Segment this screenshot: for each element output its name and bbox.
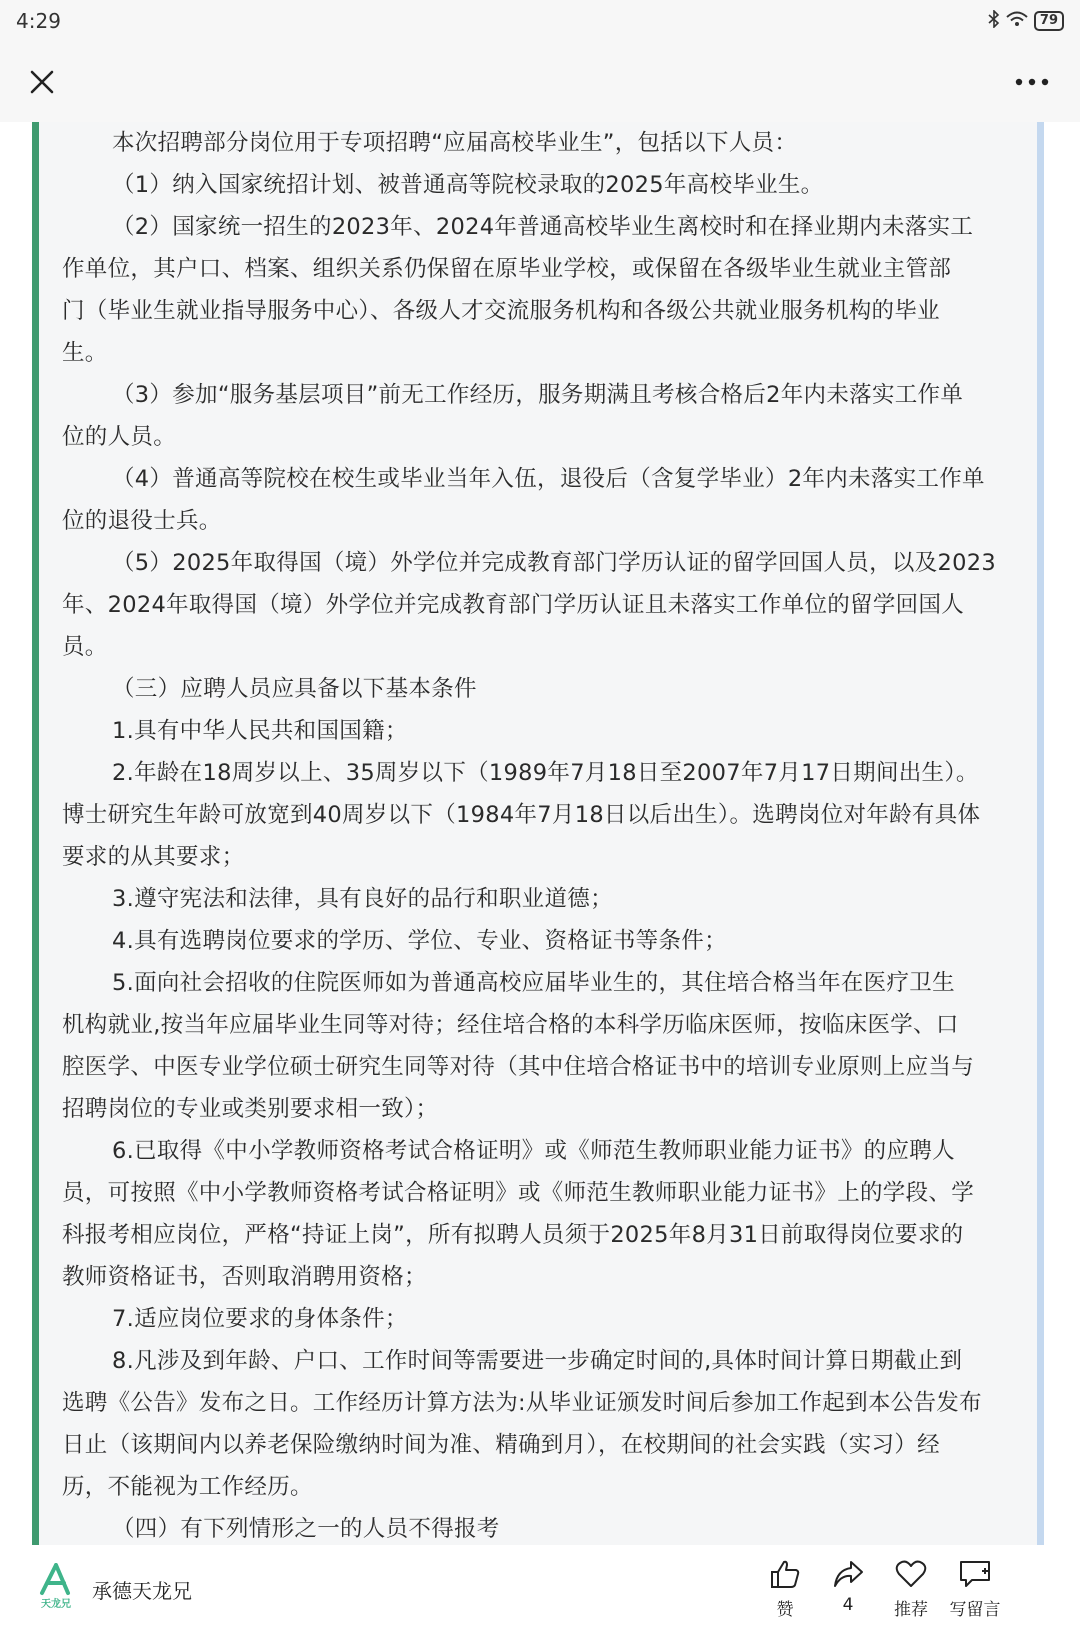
wifi-icon xyxy=(1006,11,1028,31)
article-line: 5.面向社会招收的住院医师如为普通高校应届毕业生的，其住培合格当年在医疗卫生 xyxy=(112,970,955,996)
status-icons xyxy=(988,10,1064,32)
article-line: 位的人员。 xyxy=(62,424,177,450)
article-line: 要求的从其要求； xyxy=(62,844,245,870)
article-line: 员，可按照《中小学教师资格考试合格证明》或《师范生教师职业能力证书》上的学段、学 xyxy=(62,1180,975,1206)
heart-icon xyxy=(895,1559,927,1589)
article-line: 2.年龄在18周岁以上、35周岁以下（1989年7月18日至2007年7月17日期间出生）。 xyxy=(112,760,979,786)
like-label: 赞 xyxy=(776,1600,794,1620)
comment-button[interactable] xyxy=(940,1559,1010,1620)
status-time: 4:29 xyxy=(16,9,61,33)
article-line: （三）应聘人员应具备以下基本条件 xyxy=(112,676,477,702)
comment-icon xyxy=(958,1559,992,1589)
bottom-bar xyxy=(0,1545,1080,1643)
article-line: 选聘《公告》发布之日。工作经历计算方法为:从毕业证颁发时间后参加工作起到本公告发布 xyxy=(62,1390,982,1416)
more-icon xyxy=(1010,62,1054,102)
article-text xyxy=(62,122,1002,1545)
article-line: 教师资格证书，否则取消聘用资格； xyxy=(62,1264,427,1290)
author-logo-icon xyxy=(36,1563,76,1611)
article-line: （4）普通高等院校在校生或毕业当年入伍，退役后（含复学毕业）2年内未落实工作单 xyxy=(112,466,985,492)
article-line: 位的退役士兵。 xyxy=(62,508,222,534)
share-button[interactable] xyxy=(813,1559,883,1615)
author-name[interactable]: 承德天龙兄 xyxy=(92,1579,192,1603)
article-line: （2）国家统一招生的2023年、2024年普通高校毕业生离校时和在择业期内未落实工 xyxy=(112,214,974,240)
article-line: 6.已取得《中小学教师资格考试合格证明》或《师范生教师职业能力证书》的应聘人 xyxy=(112,1138,955,1164)
author-avatar[interactable] xyxy=(36,1563,76,1611)
article-line: 8.凡涉及到年龄、户口、工作时间等需要进一步确定时间的,具体时间计算日期截止到 xyxy=(112,1348,963,1374)
bluetooth-icon xyxy=(988,10,1000,32)
article-line: 1.具有中华人民共和国国籍； xyxy=(112,718,408,744)
article-line: 科报考相应岗位，严格“持证上岗”，所有拟聘人员须于2025年8月31日前取得岗位要求的 xyxy=(62,1222,964,1248)
article-content[interactable] xyxy=(32,122,1044,1545)
article-line: （3）参加“服务基层项目”前无工作经历，服务期满且考核合格后2年内未落实工作单 xyxy=(112,382,964,408)
article-line: 7.适应岗位要求的身体条件； xyxy=(112,1306,408,1332)
article-line: 日止（该期间内以养老保险缴纳时间为准、精确到月），在校期间的社会实践（实习）经 xyxy=(62,1432,940,1458)
article-line: 生。 xyxy=(62,340,108,366)
article-line: 作单位，其户口、档案、组织关系仍保留在原毕业学校，或保留在各级毕业生就业主管部 xyxy=(62,256,952,282)
more-options-button[interactable] xyxy=(1010,62,1054,102)
article-line: 招聘岗位的专业或类别要求相一致）； xyxy=(62,1096,439,1122)
article-line: 机构就业,按当年应届毕业生同等对待；经住培合格的本科学历临床医师，按临床医学、口 xyxy=(62,1012,959,1038)
article-line: 4.具有选聘岗位要求的学历、学位、专业、资格证书等条件； xyxy=(112,928,727,954)
logo-text: 天龙兄 xyxy=(41,1599,71,1610)
share-icon xyxy=(832,1559,864,1589)
recommend-button[interactable] xyxy=(876,1559,946,1620)
comment-label: 写留言 xyxy=(949,1600,1001,1620)
article-line: （四）有下列情形之一的人员不得报考 xyxy=(112,1516,500,1542)
close-icon xyxy=(22,62,62,102)
article-line: 本次招聘部分岗位用于专项招聘“应届高校毕业生”，包括以下人员： xyxy=(112,130,798,156)
quote-rule-left xyxy=(32,122,39,1545)
article-line: 员。 xyxy=(62,634,108,660)
article-line: （1）纳入国家统招计划、被普通高等院校录取的2025年高校毕业生。 xyxy=(112,172,824,198)
article-line: 腔医学、中医专业学位硕士研究生同等对待（其中住培合格证书中的培训专业原则上应当与 xyxy=(62,1054,975,1080)
top-bar xyxy=(0,44,1080,122)
recommend-label: 推荐 xyxy=(894,1600,928,1620)
like-button[interactable] xyxy=(750,1559,820,1620)
article-line: 历，不能视为工作经历。 xyxy=(62,1474,313,1500)
article-line: 3.遵守宪法和法律，具有良好的品行和职业道德； xyxy=(112,886,613,912)
article-line: 门（毕业生就业指导服务中心）、各级人才交流服务机构和各级公共就业服务机构的毕业 xyxy=(62,298,940,324)
close-button[interactable] xyxy=(22,62,62,102)
share-count: 4 xyxy=(842,1595,854,1615)
thumbs-up-icon xyxy=(769,1559,801,1589)
battery-icon: 79 xyxy=(1034,11,1064,31)
status-bar xyxy=(0,0,1080,44)
article-line: 年、2024年取得国（境）外学位并完成教育部门学历认证且未落实工作单位的留学回国人 xyxy=(62,592,965,618)
article-line: 博士研究生年龄可放宽到40周岁以下（1984年7月18日以后出生）。选聘岗位对年龄有具体 xyxy=(62,802,981,828)
article-line: （5）2025年取得国（境）外学位并完成教育部门学历认证的留学回国人员，以及2023 xyxy=(112,550,996,576)
scrollbar[interactable] xyxy=(1037,122,1044,1545)
